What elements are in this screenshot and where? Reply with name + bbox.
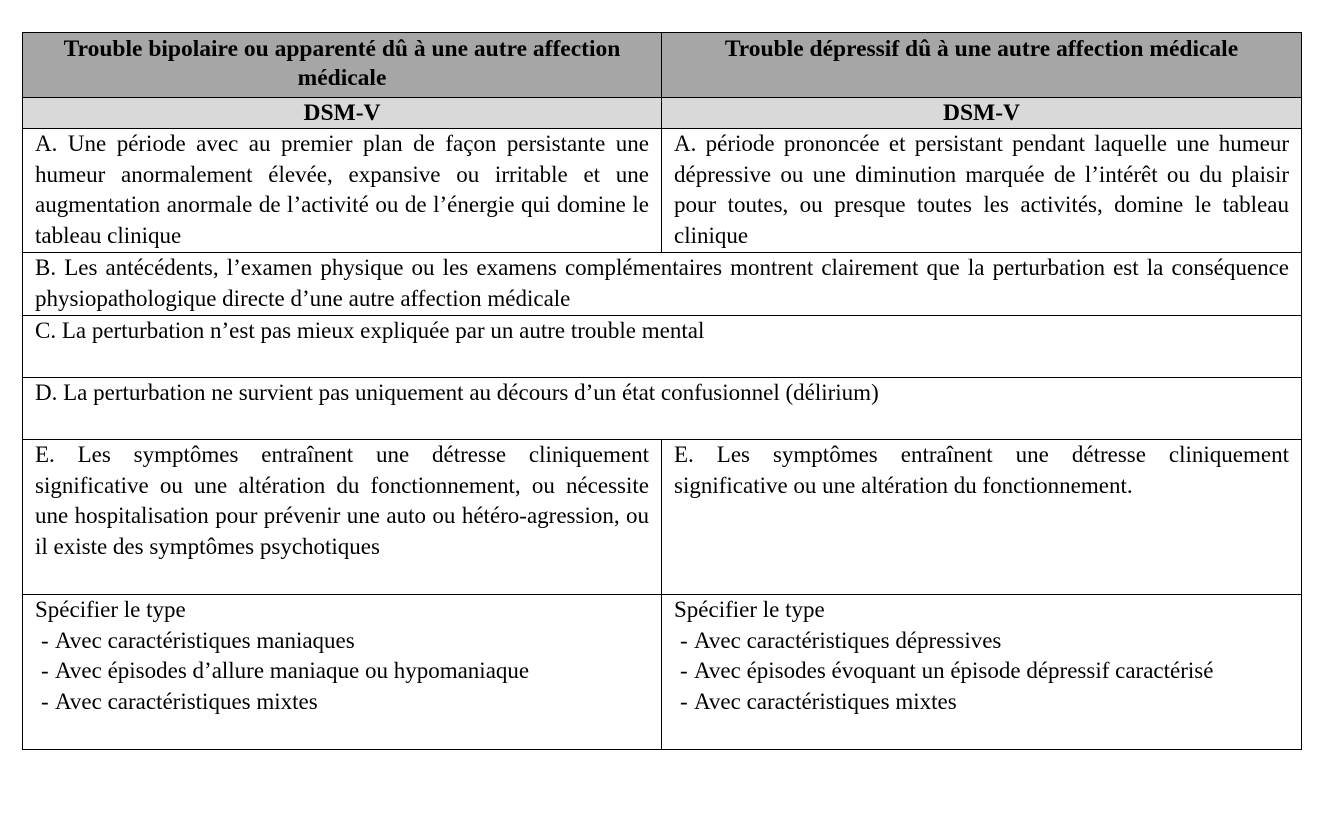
specifier-bipolar-title: Spécifier le type <box>35 596 186 622</box>
criterion-c-row <box>23 315 1302 377</box>
list-item <box>674 626 1289 657</box>
criterion-d-row <box>23 377 1302 439</box>
criterion-b-row <box>23 252 1302 315</box>
subheader-depressive-dsm: DSM-V <box>662 98 1302 129</box>
criterion-e-depressive: E. Les symptômes entraînent une détresse cliniquement significative ou une altération du fonctionnement. <box>662 439 1302 594</box>
header-depressive: Trouble dépressif dû à une autre affection médicale <box>662 33 1302 98</box>
criterion-a-row <box>23 129 1302 253</box>
specifier-depressive-title: Spécifier le type <box>674 596 825 622</box>
list-item <box>35 687 649 718</box>
criterion-e-row <box>23 439 1302 594</box>
list-item-text: Avec caractéristiques maniaques <box>55 627 355 653</box>
list-item-text: Avec épisodes d’allure maniaque ou hypomaniaque <box>55 658 530 684</box>
header-bipolar: Trouble bipolaire ou apparenté dû à une autre affection médicale <box>23 33 662 98</box>
criterion-c-shared: C. La perturbation n’est pas mieux expliquée par un autre trouble mental <box>23 315 1302 377</box>
bullet-dash: - <box>41 627 49 653</box>
table-subheader-row <box>23 98 1302 129</box>
bullet-dash: - <box>680 688 688 714</box>
criterion-a-bipolar: A. Une période avec au premier plan de façon persistante une humeur anormalement élevée, expansive ou irritable et une augmentation anormale de l’activité ou de l’énergie qui domine le tableau clinique <box>23 129 662 253</box>
list-item-text: Avec épisodes évoquant un épisode dépressif caractérisé <box>694 658 1214 684</box>
list-item-text: Avec caractéristiques dépressives <box>694 627 1002 653</box>
specifier-depressive-cell <box>662 594 1302 749</box>
specifier-row <box>23 594 1302 749</box>
list-item <box>35 626 649 657</box>
table-header-row <box>23 33 1302 98</box>
specifier-bipolar-list <box>35 626 649 718</box>
bullet-dash: - <box>680 627 688 653</box>
criterion-b-shared: B. Les antécédents, l’examen physique ou les examens complémentaires montrent clairement que la perturbation est la conséquence physiopathologique directe d’une autre affection médicale <box>23 252 1302 315</box>
list-item-text: Avec caractéristiques mixtes <box>55 688 318 714</box>
specifier-bipolar-cell <box>23 594 662 749</box>
bullet-dash: - <box>680 658 688 684</box>
criterion-e-bipolar: E. Les symptômes entraînent une détresse cliniquement significative ou une altération du fonctionnement, ou nécessite une hospitalisation pour prévenir une auto ou hétéro-agression, ou il existe des symptômes psychotiques <box>23 439 662 594</box>
specifier-depressive-list <box>674 626 1289 718</box>
list-item <box>35 656 649 687</box>
list-item-text: Avec caractéristiques mixtes <box>694 688 957 714</box>
criterion-a-depressive: A. période prononcée et persistant pendant laquelle une humeur dépressive ou une diminution marquée de l’intérêt ou du plaisir pour toutes, ou presque toutes les activités, domine le tableau clinique <box>662 129 1302 253</box>
list-item <box>674 656 1289 687</box>
bullet-dash: - <box>41 688 49 714</box>
dsm-comparison-table <box>22 32 1302 750</box>
criterion-d-shared: D. La perturbation ne survient pas uniquement au décours d’un état confusionnel (délirium) <box>23 377 1302 439</box>
list-item <box>674 687 1289 718</box>
bullet-dash: - <box>41 658 49 684</box>
subheader-bipolar-dsm: DSM-V <box>23 98 662 129</box>
